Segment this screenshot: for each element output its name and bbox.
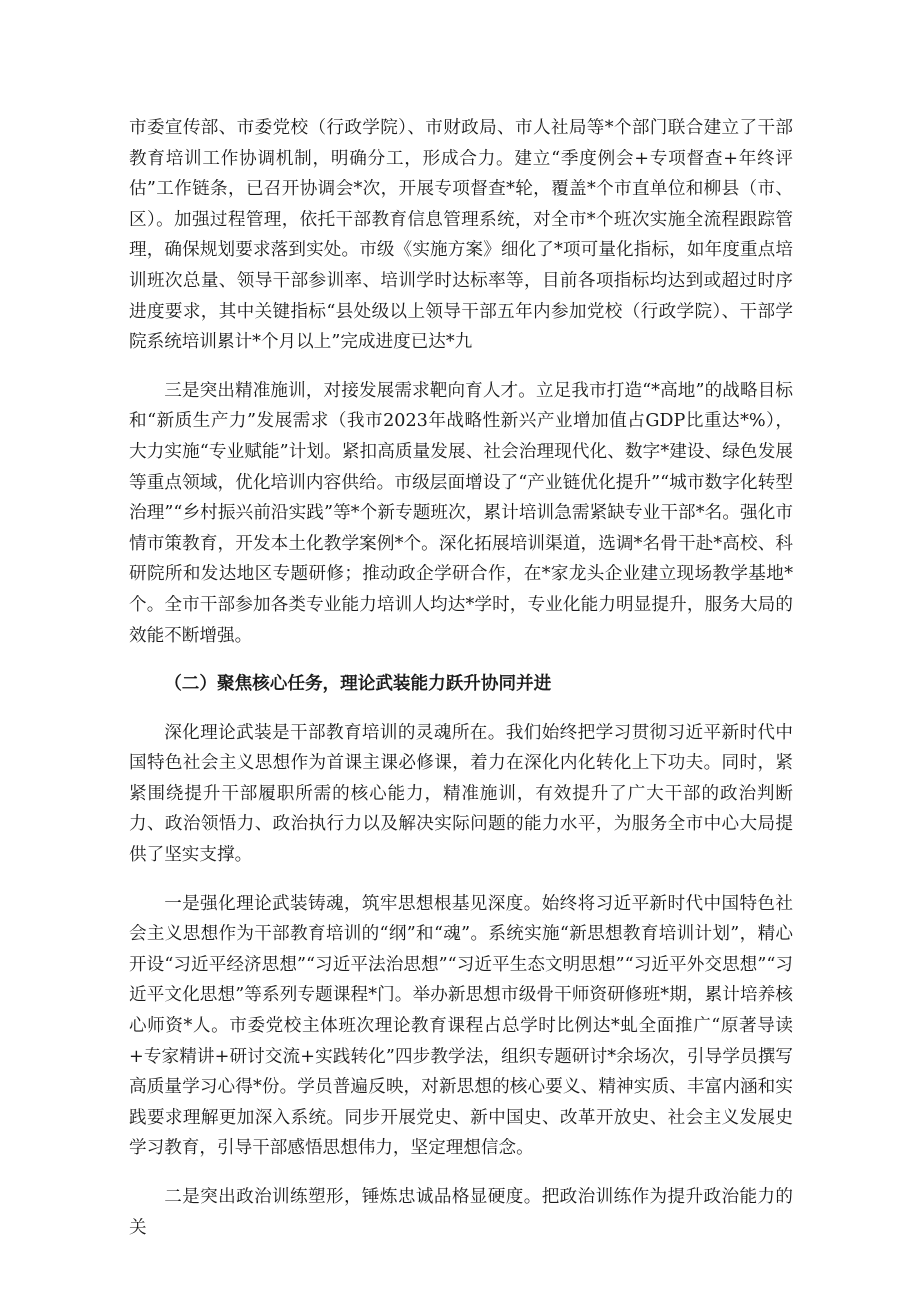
document-page bbox=[129, 113, 793, 1243]
body-paragraph-precise-training: 三是突出精准施训，对接发展需求靶向育人才。立足我市打造“*高地”的战略目标和“新质生产力”发展需求（我市2023年战略性新兴产业增加值占GDP比重达*%），大力实施“专业赋能”计划。紧扣高质量发展、社会治理现代化、数字*建设、绿色发展等重点领域，优化培训内容供给。市级层面增设了“产业链优化提升”“城市数字化转型治理”“乡村振兴前沿实践”等*个新专题班次，累计培训急需紧缺专业干部*名。强化市情市策教育，开发本土化教学案例*个。深化拓展培训渠道，选调*名骨干赴*高校、科研院所和发达地区专题研修；推动政企学研合作，在*家龙头企业建立现场教学基地*个。全市干部参加各类专业能力培训人均达*学时，专业化能力明显提升，服务大局的效能不断增强。 bbox=[129, 380, 793, 646]
body-paragraph-continued: 市委宣传部、市委党校（行政学院）、市财政局、市人社局等*个部门联合建立了干部教育培训工作协调机制，明确分工，形成合力。建立“季度例会+专项督查+年终评估”工作链条，已召开协调会*次，开展专项督查*轮，覆盖*个市直单位和柳县（市、区）。加强过程管理，依托干部教育信息管理系统，对全市*个班次实施全流程跟踪管理，确保规划要求落到实处。市级《实施方案》细化了*项可量化指标，如年度重点培训班次总量、领导干部参训率、培训学时达标率等，目前各项指标均达到或超过时序进度要求，其中关键指标“县处级以上领导干部五年内参加党校（行政学院）、干部学院系统培训累计*个月以上”完成进度已达*九 bbox=[129, 118, 793, 353]
section-heading: （二）聚焦核心任务，理论武装能力跃升协同并进 bbox=[164, 674, 552, 695]
body-paragraph-theory-armament: 一是强化理论武装铸魂，筑牢思想根基见深度。始终将习近平新时代中国特色社会主义思想作为干部教育培训的“纲”和“魂”。系统实施“新思想教育培训计划”，精心开设“习近平经济思想”“习近平法治思想”“习近平生态文明思想”“习近平外交思想”“习近平文化思想”等系列专题课程*门。举办新思想市级骨干师资研修班*期，累计培养核心师资*人。市委党校主体班次理论教育课程占总学时比例达*虬全面推广“原著导读+专家精讲+研讨交流+实践转化”四步教学法，组织专题研讨*余场次，引导学员撰写高质量学习心得*份。学员普遍反映，对新思想的核心要义、精神实质、丰富内涵和实践要求理解更加深入系统。同步开展党史、新中国史、改革开放史、社会主义发展史学习教育，引导干部感悟思想伟力，坚定理想信念。 bbox=[129, 893, 793, 1159]
body-paragraph-political-training: 二是突出政治训练塑形，锤炼忠诚品格显硬度。把政治训练作为提升政治能力的关 bbox=[129, 1187, 793, 1238]
body-paragraph-theory-intro: 深化理论武装是干部教育培训的灵魂所在。我们始终把学习贯彻习近平新时代中国特色社会主义思想作为首课主课必修课，着力在深化内化转化上下功夫。同时，紧紧围绕提升干部履职所需的核心能力，精准施训，有效提升了广大干部的政治判断力、政治领悟力、政治执行力以及解决实际问题的能力水平，为服务全市中心大局提供了坚实支撑。 bbox=[129, 722, 793, 866]
